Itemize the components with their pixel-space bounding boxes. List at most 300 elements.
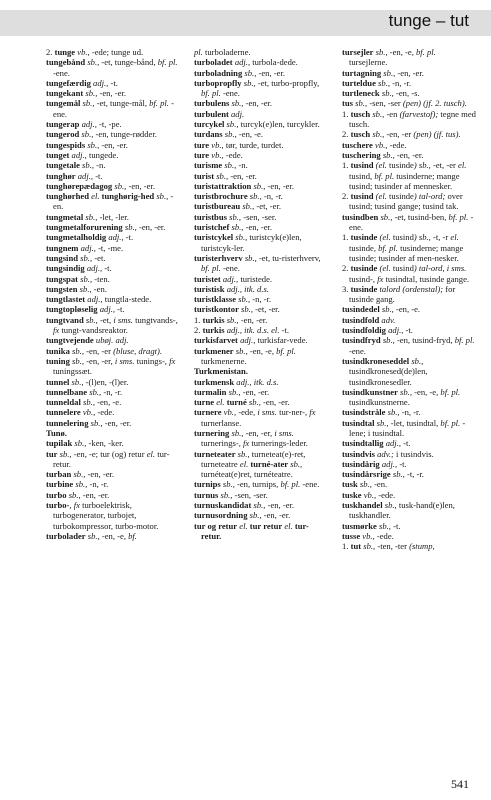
grammar-note: (el. <box>373 191 390 202</box>
grammar-note: ) tal-ord, i sms. <box>413 263 467 274</box>
page-header-title: tunge – tut <box>388 11 469 30</box>
headword: turteldue <box>342 77 376 88</box>
dictionary-entry <box>194 129 328 139</box>
grammar-note: sb., <box>85 139 102 150</box>
dictionary-entry <box>342 47 476 68</box>
grammar-note: adj., itk. d.s. <box>234 376 279 387</box>
dictionary-entry <box>46 212 180 222</box>
grammar-note: vb., <box>372 139 390 150</box>
headword: turné <box>226 397 247 408</box>
headword: turbolader <box>46 530 86 541</box>
headword: turkis <box>202 314 225 325</box>
grammar-note: sb., <box>385 407 402 418</box>
dictionary-entry <box>194 274 328 284</box>
entry-text: -en <box>386 108 400 119</box>
grammar-note: adj., <box>385 325 406 336</box>
grammar-note: sb., <box>78 273 95 284</box>
headword: turné-ater <box>250 458 289 469</box>
headword: tusch <box>350 129 371 140</box>
entry-text: -let, tusindtal, <box>390 417 441 428</box>
entry-text: -en, -e, <box>414 386 441 397</box>
dictionary-entry <box>46 263 180 273</box>
dictionary-entry <box>342 191 476 212</box>
entry-text: -ene. <box>349 211 474 233</box>
entry-text: -ene. <box>222 88 240 99</box>
entry-text: tuningssæt. <box>53 366 92 377</box>
grammar-note: i sms. <box>114 355 137 366</box>
entry-text: -(l)en, -(l)er. <box>85 376 129 387</box>
headword: turtagning <box>342 67 382 78</box>
headword: turnuskandidat <box>194 500 252 511</box>
headword: tusindtallig <box>342 438 384 449</box>
entry-text: tusk-hand(e)len, tuskhandler. <box>349 500 455 521</box>
headword: tunge <box>54 47 76 57</box>
grammar-note: sb., <box>370 129 387 140</box>
entry-text: -n, -r. <box>392 77 412 88</box>
dictionary-entry <box>342 109 476 130</box>
headword: tusind <box>350 160 374 171</box>
entry-text: -en, -er. <box>101 139 128 150</box>
headword: tur og retur <box>194 520 238 531</box>
grammar-note: sb., <box>241 77 258 88</box>
entry-text: tusindkronesed(de)len, tusindkronesedler. <box>349 366 428 387</box>
dictionary-entry <box>46 78 180 88</box>
grammar-note: adj., <box>79 119 100 130</box>
grammar-note: sb., <box>112 180 129 191</box>
entry-text: -et, -er. <box>255 304 280 315</box>
entry-text: -ede. <box>376 530 394 541</box>
dictionary-entry <box>46 98 180 119</box>
grammar-note: sb., <box>222 160 239 171</box>
dictionary-entry <box>46 335 180 345</box>
entry-text: -n. <box>238 160 248 171</box>
headword: tusinde <box>350 283 378 294</box>
dictionary-entry <box>342 541 476 551</box>
headword: tungmetalforurening <box>46 222 123 233</box>
entry-text: 2. <box>194 325 203 336</box>
entry-text: -et, <box>99 314 114 325</box>
entry-text: -t. <box>393 520 401 531</box>
dictionary-entry <box>46 438 180 448</box>
entry-text: -et, tu-risterhverv, <box>258 252 321 263</box>
entry-text: turnerings-leder. <box>251 438 308 449</box>
entry-text: tusinderne; mange tusind; tusinder af mennesker. <box>349 170 460 191</box>
dictionary-entry <box>46 315 180 336</box>
headword: tusindårig <box>342 458 380 469</box>
dictionary-entry <box>342 284 476 305</box>
entry-text: -en, -er. <box>230 170 257 181</box>
entry-text: 2. <box>342 191 351 202</box>
grammar-note: sb., <box>83 88 100 99</box>
grammar-note: sb., <box>380 149 397 160</box>
entry-text: tusinderne; mange tusinde; tusinder af men-nesker. <box>349 242 464 263</box>
headword: turisme <box>194 160 223 171</box>
column-1 <box>46 47 180 787</box>
grammar-note: adj., <box>106 232 126 243</box>
entry-text: -ene. <box>349 345 366 356</box>
entry-text: -en, -er. <box>245 222 273 233</box>
headword: turbo <box>46 489 67 500</box>
entry-text: tusinde <box>389 160 414 171</box>
headword: tungmetal <box>46 211 84 222</box>
entry-text: -ene. <box>53 67 70 78</box>
entry-text: -en, -er <box>86 345 114 356</box>
entry-text: -t, -r. <box>406 469 424 480</box>
grammar-note: sb., <box>85 530 102 541</box>
entry-text: -en. <box>53 191 174 212</box>
grammar-note: vb., <box>209 139 226 150</box>
entry-text: -t. <box>403 438 411 449</box>
dictionary-entry <box>46 407 180 417</box>
headword: tungsind <box>46 252 79 263</box>
grammar-note: adj., <box>379 458 400 469</box>
headword: tunghørepædagog <box>46 180 113 191</box>
grammar-note: sb., <box>122 222 139 233</box>
entry-text: -t, -r <box>432 232 451 243</box>
entry-text: -en, -e; tur (og) retur <box>73 448 147 459</box>
headword: tur <box>46 448 58 459</box>
entry-text: -en, -er. <box>258 67 285 78</box>
dictionary-entry <box>342 315 476 325</box>
headword: turkisfarvet <box>194 335 238 346</box>
grammar-note: vb., <box>221 407 239 418</box>
headword: tungspat <box>46 273 78 284</box>
grammar-note: sb., <box>229 222 246 233</box>
headword: tungsindig <box>46 263 85 274</box>
entry-text: -et, tunge-mål, <box>96 98 150 109</box>
headword: tusindfryd <box>342 335 381 346</box>
grammar-note: sb., <box>214 170 231 181</box>
dictionary-entry <box>194 387 328 397</box>
dictionary-entry <box>194 346 328 367</box>
dictionary-entry <box>342 212 476 233</box>
headword: turnus <box>194 489 219 500</box>
entry-text: tusind <box>392 263 414 274</box>
grammar-note: sb., <box>247 510 264 521</box>
entry-text: -en, -er <box>386 129 414 140</box>
grammar-note: bf. pl. <box>280 479 303 490</box>
grammar-note: sb., <box>79 160 97 171</box>
headword: turkmensk <box>194 376 235 387</box>
dictionary-entry <box>194 109 328 119</box>
grammar-note: sb., <box>69 355 87 366</box>
dictionary-entry <box>46 160 180 170</box>
entry-text: i tusindvis. <box>396 448 434 459</box>
grammar-note: sb., <box>87 386 104 397</box>
entry-text: tusindtal, tusinde gange. <box>385 273 470 284</box>
entry-text: -en, -er. <box>128 180 155 191</box>
grammar-note: pl. <box>194 47 205 57</box>
grammar-note: el. <box>458 160 467 171</box>
dictionary-entry <box>342 150 476 160</box>
dictionary-entry <box>46 150 180 160</box>
headword: tunnelering <box>46 417 89 428</box>
grammar-note: sb., <box>379 88 396 99</box>
headword: turnering <box>194 427 230 438</box>
headword: tunnelbane <box>46 386 88 397</box>
entry-text: tunings-, <box>136 355 170 366</box>
headword: tuskhandel <box>342 500 383 511</box>
headword: turbine <box>46 479 74 490</box>
entry-text: -t. <box>117 304 125 315</box>
entry-text: tusind <box>392 232 414 243</box>
headword: tungnem <box>46 242 79 253</box>
dictionary-entry <box>46 531 180 541</box>
grammar-note: sb., <box>83 211 100 222</box>
grammar-note: adj., itk. d.s. el. <box>224 325 282 336</box>
dictionary-entry <box>342 98 476 108</box>
headword: tusinde <box>350 232 378 243</box>
grammar-note: ) sb., <box>413 232 433 243</box>
grammar-note: bf. pl. <box>201 88 223 99</box>
entry-text: -sen, -ser. <box>243 211 277 222</box>
dictionary-entry <box>194 510 328 520</box>
dictionary-entry <box>46 284 180 294</box>
headword: turne <box>194 397 215 408</box>
headword: turbulens <box>194 98 230 109</box>
entry-text: -ede. <box>97 407 115 418</box>
entry-text: -t. <box>125 232 134 243</box>
grammar-note: ) sb., <box>413 160 433 171</box>
grammar-note: i sms. <box>113 314 136 325</box>
grammar-note: (farvestof); <box>399 108 441 119</box>
dictionary-entry <box>46 304 180 314</box>
grammar-note: bf. pl. <box>201 263 223 274</box>
grammar-note: sb., <box>381 67 398 78</box>
entry-text: -en, -er. <box>263 510 291 521</box>
grammar-note: sb., <box>66 489 83 500</box>
entry-text: 1. <box>342 160 351 171</box>
headword: tunghørhed <box>46 191 89 202</box>
dictionary-entry <box>194 315 328 325</box>
dictionary-entry <box>46 129 180 139</box>
entry-text: tungtvands-, <box>135 314 178 325</box>
grammar-note: el. <box>237 520 250 531</box>
dictionary-entry <box>46 377 180 387</box>
entry-text: -et. <box>94 252 106 263</box>
grammar-note: sb., <box>71 469 88 480</box>
grammar-note: sb., <box>378 211 395 222</box>
headword: turtleneck <box>342 88 380 99</box>
grammar-note: adj., <box>90 77 111 88</box>
grammar-note: sb., <box>69 345 87 356</box>
grammar-note: sb., <box>397 386 415 397</box>
dictionary-entry <box>342 335 476 356</box>
dictionary-entry <box>194 140 328 150</box>
entry-text: -en, tunge-rødder. <box>95 129 157 140</box>
grammar-note: adj., <box>75 170 96 181</box>
dictionary-entry <box>194 171 328 181</box>
entry-text: 2. <box>342 263 351 274</box>
dictionary-entry <box>46 191 180 212</box>
dictionary-entry <box>194 150 328 160</box>
grammar-note: fx <box>169 355 176 366</box>
grammar-note: sb., <box>242 67 259 78</box>
grammar-note: sb., <box>224 119 241 130</box>
grammar-note: bf. pl. <box>448 211 471 222</box>
grammar-note: bf. pl. <box>378 242 401 253</box>
grammar-note: sb., <box>85 57 102 68</box>
entry-text: -en, turnips, <box>237 479 281 490</box>
headword: tuschering <box>342 149 381 160</box>
grammar-note: vb., <box>360 530 377 541</box>
grammar-note: (el. <box>377 263 393 274</box>
entry-text: turkisfar-vede. <box>257 335 308 346</box>
entry-text: -sen, -ser <box>369 98 403 109</box>
dictionary-entry <box>46 294 180 304</box>
grammar-note: vb., <box>80 407 98 418</box>
entry-text: tur-retur. <box>53 448 170 469</box>
dictionary-entry <box>194 490 328 500</box>
grammar-note: bf. pl. <box>440 417 463 428</box>
entry-text: -t. <box>405 325 413 336</box>
dictionary-entry <box>46 397 180 407</box>
entry-text: -en, -er. <box>245 98 273 109</box>
column-2 <box>194 47 328 787</box>
entry-text: -ene. <box>53 98 174 119</box>
headword: ture <box>194 139 210 150</box>
headword: tungemål <box>46 98 81 109</box>
dictionary-entry <box>342 78 476 88</box>
headword: turkmener <box>194 345 234 356</box>
entry-text: , <box>69 500 74 511</box>
dictionary-entry <box>194 222 328 232</box>
headword: turcykel <box>194 119 225 130</box>
entry-text: -ene. <box>222 263 240 274</box>
dictionary-entry <box>46 119 180 129</box>
dictionary-columns <box>46 47 476 787</box>
entry-text: 1. <box>342 541 351 552</box>
dictionary-entry <box>194 181 328 191</box>
dictionary-entry <box>342 459 476 469</box>
entry-text: tungtla-stede. <box>104 294 152 305</box>
entry-text: -en, -er. <box>267 500 295 511</box>
grammar-note: sb., <box>361 541 378 552</box>
dictionary-entry <box>342 325 476 335</box>
entry-text: 1. <box>342 108 351 119</box>
headword: tungespids <box>46 139 86 150</box>
entry-text: -t. <box>399 458 407 469</box>
entry-text: -en, -er. <box>263 397 290 408</box>
dictionary-entry <box>342 469 476 479</box>
headword: turist <box>194 170 215 181</box>
grammar-note: sb., <box>251 180 268 191</box>
entry-text: turkmenerne. <box>201 355 247 366</box>
headword: tuschere <box>342 139 373 150</box>
dictionary-entry <box>194 68 328 78</box>
grammar-note: sb., <box>220 479 237 490</box>
entry-text: tungt-vandsreaktor. <box>61 325 128 336</box>
dictionary-entry <box>194 98 328 108</box>
grammar-note: sb., <box>246 397 264 408</box>
headword: turkis <box>202 325 225 336</box>
dictionary-entry <box>342 129 476 139</box>
entry-text: -n, -r. <box>89 479 109 490</box>
entry-text: -t, -pe. <box>99 119 122 130</box>
grammar-note: sb., <box>288 458 303 469</box>
headword: tusmørke <box>342 520 377 531</box>
entry-text: 3. <box>342 283 351 294</box>
entry-text: -et, tunge-bånd, <box>101 57 158 68</box>
grammar-note: sb., <box>222 129 239 140</box>
grammar-note: sb., <box>235 448 252 459</box>
grammar-note: sb., <box>376 520 394 531</box>
entry-text: -en, -er. <box>240 314 268 325</box>
grammar-note: adj., <box>220 273 241 284</box>
headword: Tunø. <box>46 427 67 438</box>
entry-text: -en, -e, <box>101 530 129 541</box>
grammar-note: vb., <box>361 489 379 500</box>
dictionary-entry <box>194 407 328 428</box>
entry-text: tegne med tusch. <box>349 108 476 130</box>
dictionary-entry <box>342 500 476 521</box>
headword: Turkmenistan. <box>194 366 248 377</box>
headword: tungsten <box>46 283 78 294</box>
grammar-note: sb., <box>78 252 95 263</box>
dictionary-entry <box>342 418 476 439</box>
dictionary-entry <box>46 222 180 232</box>
headword: turistet <box>194 273 221 284</box>
grammar-note: i sms. <box>257 407 280 418</box>
grammar-note: fx <box>309 407 316 418</box>
grammar-note: adj., <box>69 149 89 160</box>
grammar-note: sb., <box>83 314 100 325</box>
headword: turisterhverv <box>194 252 243 263</box>
headword: tursejler <box>342 47 374 57</box>
entry-text: -ten, -ter <box>377 541 410 552</box>
headword: tusindfoldig <box>342 325 386 336</box>
dictionary-entry <box>46 232 180 242</box>
entry-text: -en, -er, <box>86 355 115 366</box>
dictionary-entry <box>342 160 476 191</box>
grammar-note: adj., <box>84 263 105 274</box>
entry-text: -en, -er. <box>397 67 424 78</box>
headword: turbopropfly <box>194 77 242 88</box>
entry-text: turistcyk(e)len, turistcyk-ler. <box>201 232 302 253</box>
dictionary-entry <box>194 449 328 480</box>
entry-text: -en. <box>374 479 388 490</box>
entry-text: -en. <box>93 283 107 294</box>
grammar-note: sb., <box>357 479 375 490</box>
grammar-note: sb., <box>409 355 424 366</box>
entry-text: tusindkunstnerne. <box>349 397 410 408</box>
headword: tupilak <box>46 438 73 449</box>
headword: turmalin <box>194 386 227 397</box>
grammar-note: sb., <box>375 77 393 88</box>
headword: tungetale <box>46 160 80 171</box>
entry-text: -et, tusind-ben, <box>394 211 449 222</box>
headword: turistbureau <box>194 201 241 212</box>
entry-text: tusinde, <box>349 242 379 253</box>
dictionary-entry <box>194 521 328 542</box>
entry-text: -en, -s. <box>395 88 420 99</box>
entry-text: turnerings-, <box>201 438 244 449</box>
grammar-note: adj. <box>228 108 245 119</box>
grammar-note: sb., <box>233 232 250 243</box>
entry-text: -en, -e. <box>97 397 122 408</box>
dictionary-entry <box>46 500 180 531</box>
grammar-note: sb., <box>240 201 257 212</box>
dictionary-entry <box>46 140 180 150</box>
headword: tusindfold <box>342 314 380 325</box>
headword: tungefærdig <box>46 77 91 88</box>
grammar-note: sb., <box>218 489 235 500</box>
entry-text: -t. <box>110 77 118 88</box>
dictionary-entry <box>46 243 180 253</box>
grammar-note: ) tal-ord; <box>413 191 448 202</box>
dictionary-entry <box>194 304 328 314</box>
headword: turban <box>46 469 72 480</box>
